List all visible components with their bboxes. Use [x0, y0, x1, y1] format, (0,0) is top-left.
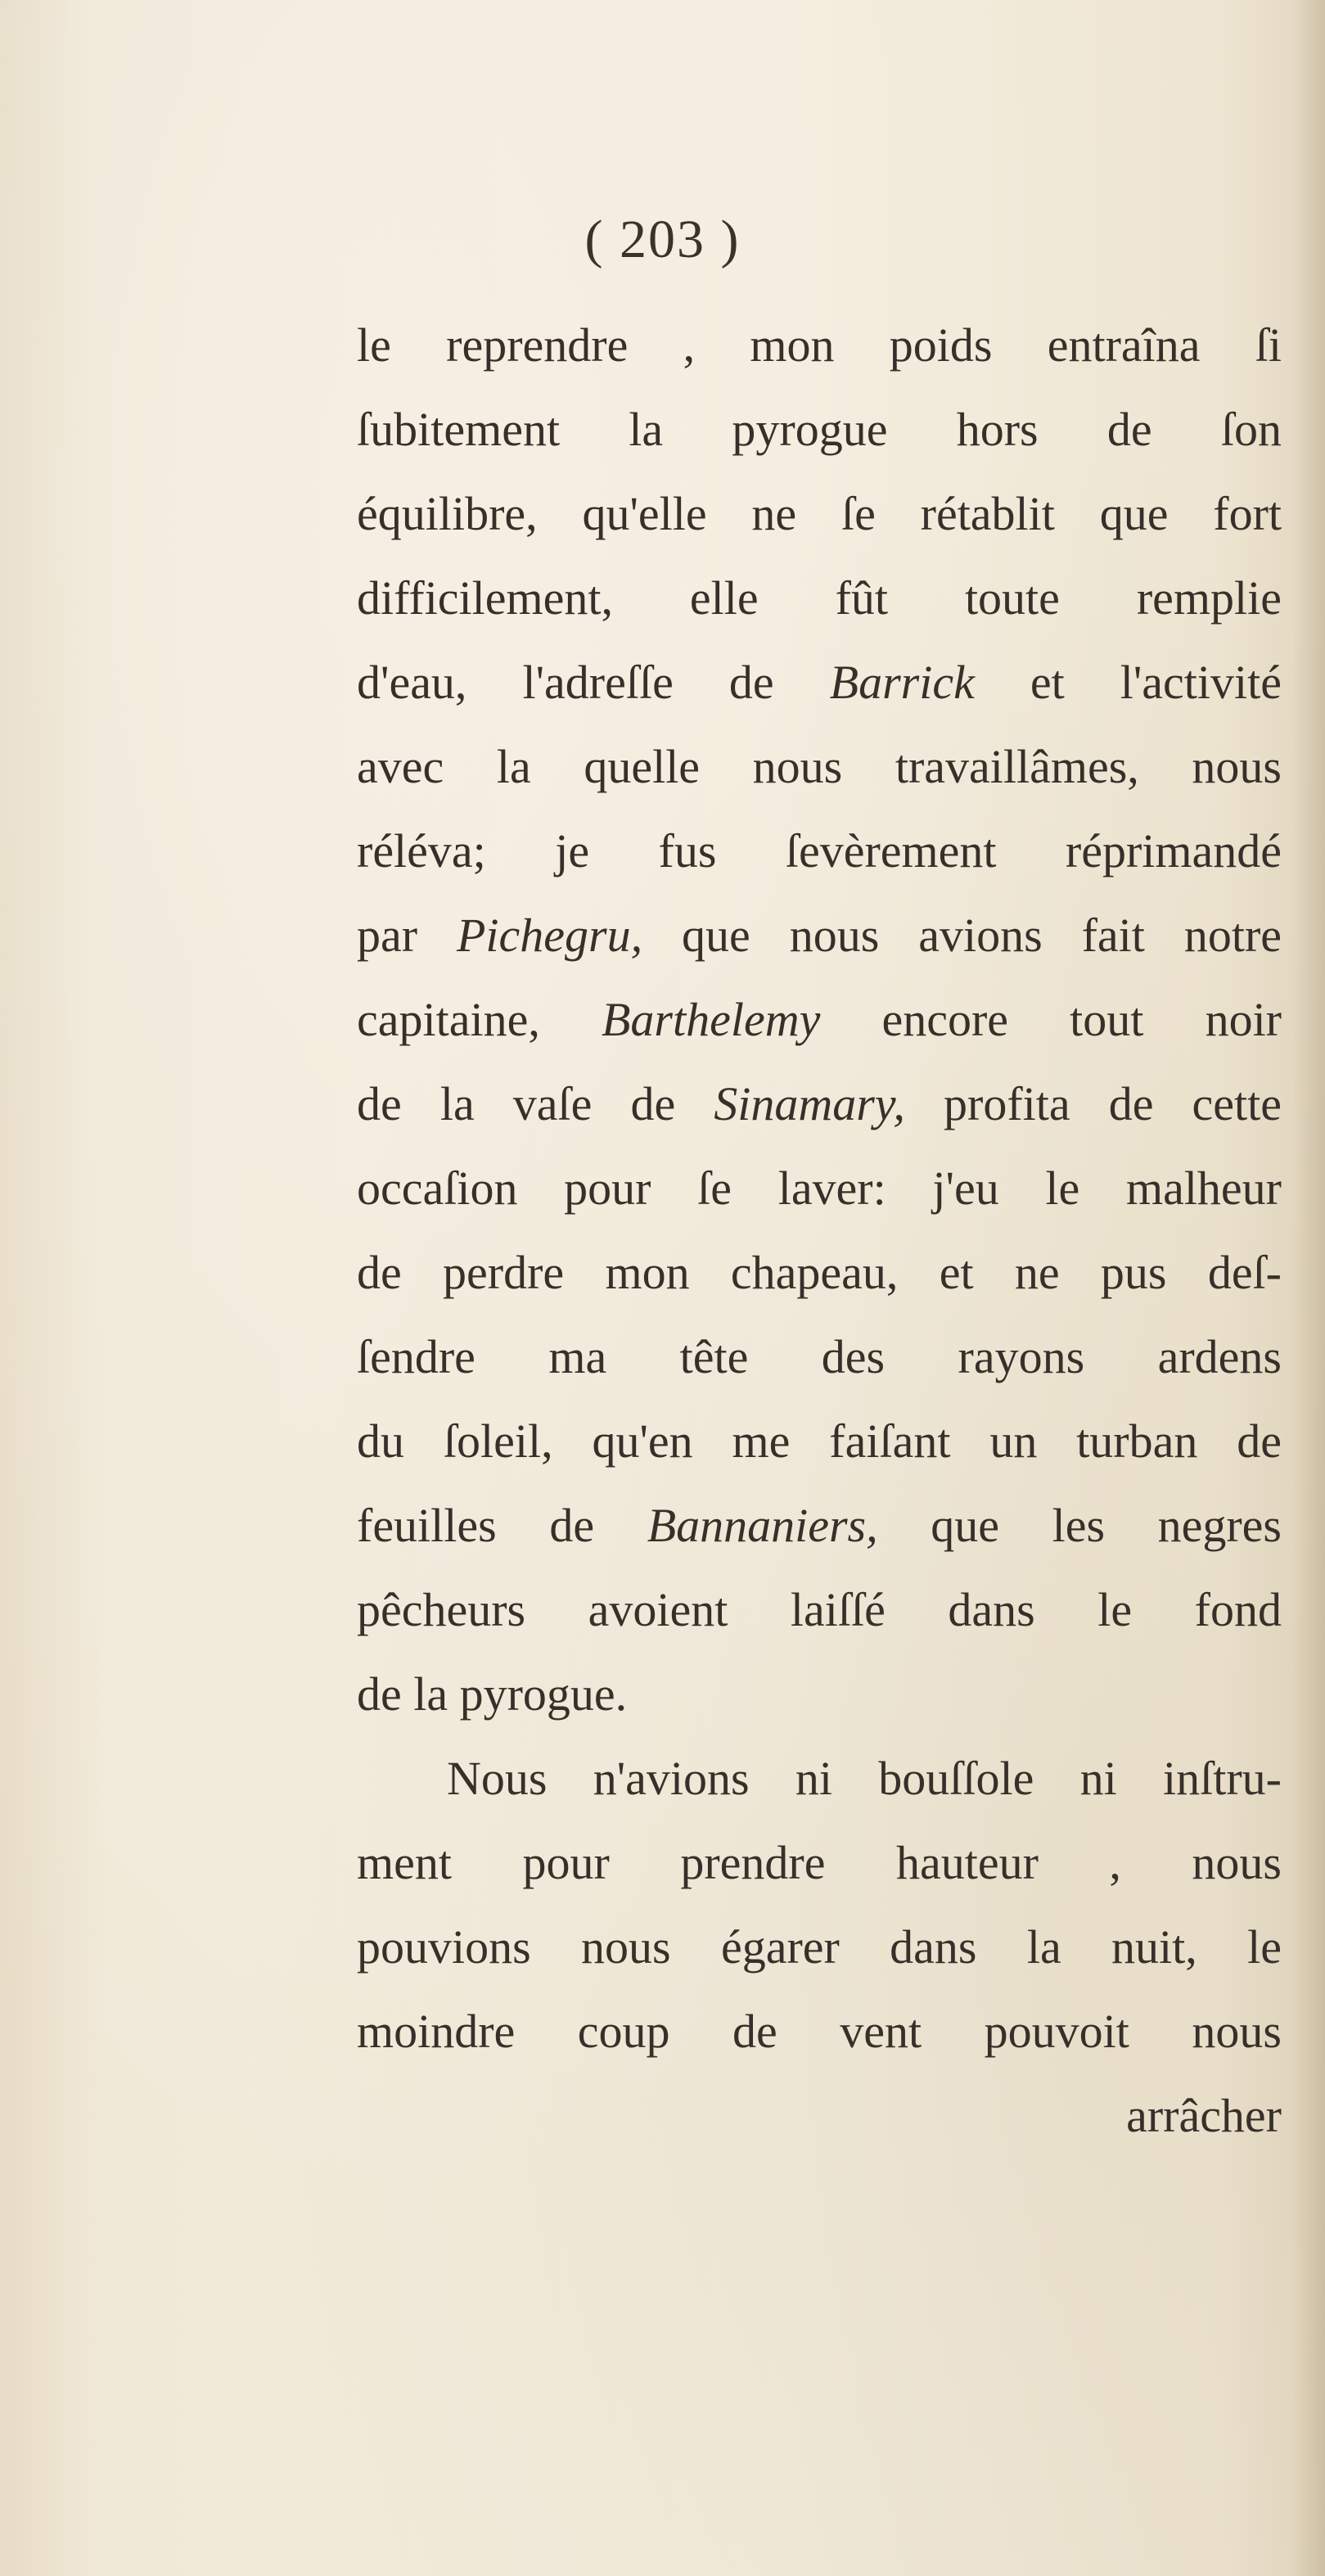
- paragraph-2: [357, 1736, 1282, 2073]
- italic-name: Sinamary,: [714, 1077, 905, 1130]
- italic-name: Barthelemy: [601, 993, 821, 1046]
- page-number: ( 203 ): [584, 210, 741, 269]
- italic-name: Barrick: [829, 656, 975, 709]
- text-segment: ſendre ma tête des rayons ardens: [357, 1330, 1282, 1383]
- text-segment: et l'activité: [974, 656, 1282, 709]
- text-segment: moindre coup de vent pouvoit nous: [357, 2005, 1282, 2058]
- text-segment: profita de cette: [904, 1077, 1282, 1130]
- text-segment: de la pyrogue.: [357, 1667, 628, 1721]
- text-segment: réléva; je fus ſevèrement réprimandé: [357, 824, 1282, 877]
- text-line: [357, 1568, 1282, 1652]
- text-segment: pêcheurs avoient laiſſé dans le fond: [357, 1583, 1282, 1636]
- text-segment: que nous avions fait notre: [642, 909, 1282, 962]
- text-segment: le reprendre , mon poids entraîna ſi: [357, 318, 1282, 372]
- text-line: [357, 1146, 1282, 1230]
- text-line: [357, 471, 1282, 556]
- text-line: [357, 1652, 1282, 1736]
- text-segment: capitaine,: [357, 993, 602, 1046]
- text-segment: de la vaſe de: [357, 1077, 714, 1130]
- text-line: [357, 303, 1282, 387]
- text-line: [357, 1820, 1282, 1905]
- text-segment: ment pour prendre hauteur , nous: [357, 1836, 1282, 1889]
- text-segment: pouvions nous égarer dans la nuit, le: [357, 1920, 1282, 1974]
- text-line: [357, 1483, 1282, 1568]
- text-line: [357, 724, 1282, 809]
- text-line: [357, 1062, 1282, 1146]
- text-segment: encore tout noir: [820, 993, 1282, 1046]
- text-segment: difficilement, elle fût toute remplie: [357, 571, 1282, 625]
- text-line: [357, 640, 1282, 724]
- text-segment: d'eau, l'adreſſe de: [357, 656, 830, 709]
- text-segment: du ſoleil, qu'en me faiſant un turban de: [357, 1414, 1282, 1468]
- text-segment: que les negres: [877, 1499, 1282, 1552]
- text-line: [357, 1230, 1282, 1315]
- text-line: [357, 1315, 1282, 1399]
- text-line: [357, 1905, 1282, 1989]
- text-line: [357, 556, 1282, 640]
- italic-name: Pichegru,: [457, 909, 643, 962]
- text-segment: par: [357, 909, 457, 962]
- paragraph-1: [357, 303, 1282, 1736]
- text-line: [357, 1989, 1282, 2073]
- text-line: [357, 977, 1282, 1062]
- text-line: [357, 893, 1282, 977]
- text-segment: de perdre mon chapeau, et ne pus deſ-: [357, 1246, 1282, 1299]
- text-line: [357, 1736, 1282, 1820]
- text-segment: feuilles de: [357, 1499, 647, 1552]
- text-segment: avec la quelle nous travaillâmes, nous: [357, 740, 1282, 793]
- page-edge-shadow: [1292, 0, 1325, 2576]
- text-segment: équilibre, qu'elle ne ſe rétablit que fort: [357, 487, 1282, 540]
- italic-name: Bannaniers,: [647, 1499, 878, 1552]
- text-block: [357, 303, 1282, 2158]
- text-line: [357, 1399, 1282, 1483]
- text-segment: Nous n'avions ni bouſſole ni inſtru-: [447, 1752, 1282, 1805]
- text-line: [357, 387, 1282, 471]
- text-line: [357, 809, 1282, 893]
- text-segment: ſubitement la pyrogue hors de ſon: [357, 403, 1282, 456]
- catchword: arrâcher: [1126, 2089, 1282, 2142]
- text-segment: occaſion pour ſe laver: j'eu le malheur: [357, 1162, 1282, 1215]
